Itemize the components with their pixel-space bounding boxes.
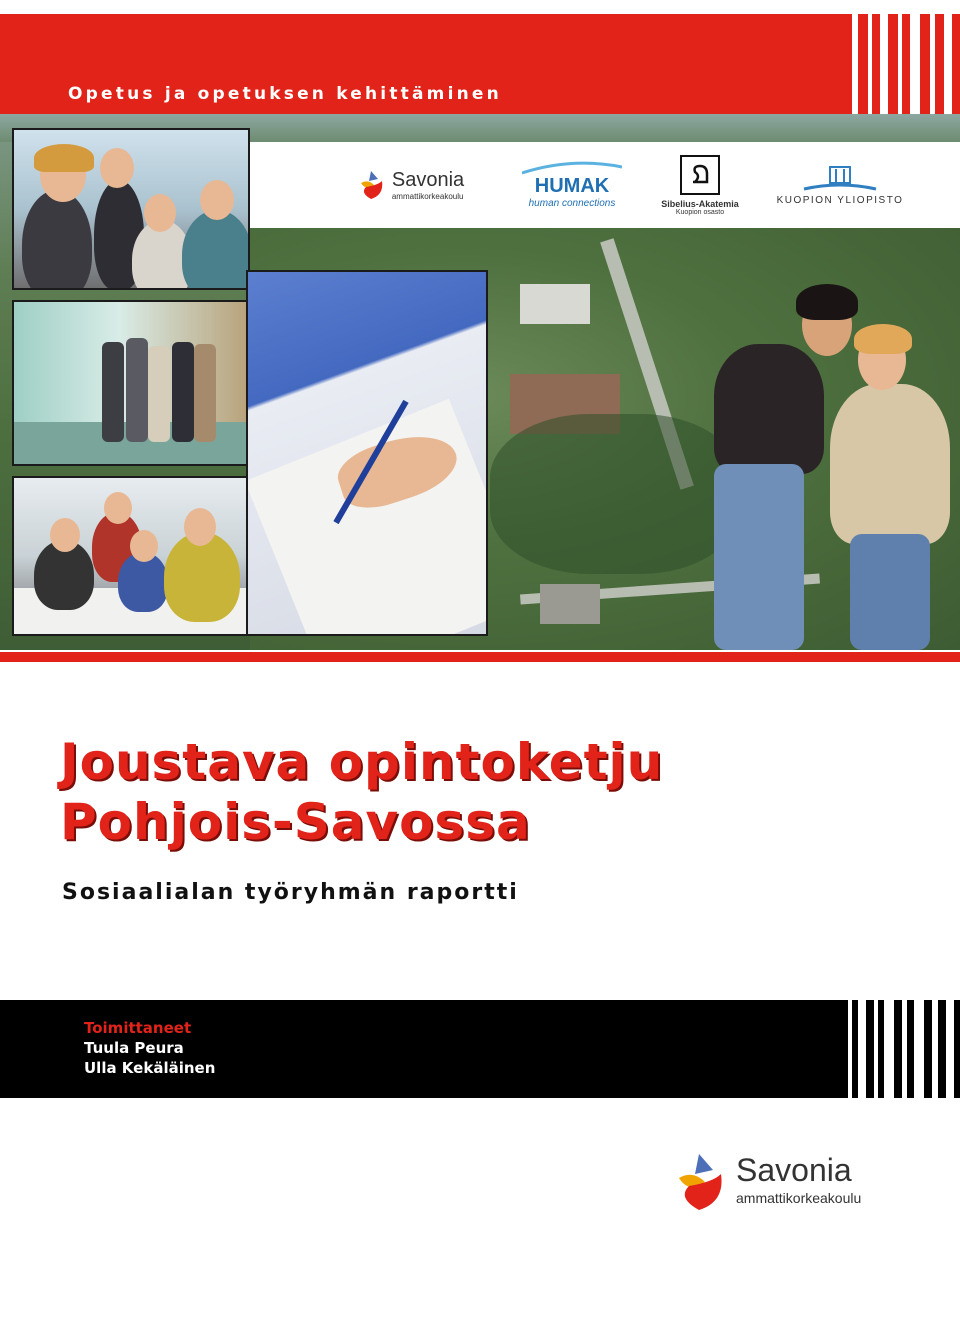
partner-sub: Kuopion osasto [675,208,725,216]
partner-logo-kuopion-yliopisto [770,142,910,228]
partner-name: Savonia [391,169,465,191]
photo-group-study [12,476,250,636]
partner-sub: ammattikorkeakoulu [391,192,464,201]
kuopion-yliopisto-logo-icon [800,165,880,195]
partner-sub: human connections [528,198,616,209]
decorative-stripe [930,14,935,114]
editor-name: Tuula Peura [84,1039,184,1057]
title-line-2: Pohjois-Savossa [60,793,531,851]
aerial-building [520,284,590,324]
divider-red-line [0,652,960,662]
savonia-logo-icon [356,169,386,201]
series-title: Opetus ja opetuksen kehittäminen [68,84,502,104]
decorative-stripe [852,14,858,114]
decorative-stripe [944,14,952,114]
title-line-1: Joustava opintoketju [60,733,664,791]
decorative-stripe [902,1000,907,1098]
series-band [0,14,960,114]
partner-name: HUMAK [534,175,610,197]
editor-name: Ulla Kekäläinen [84,1059,216,1077]
decorative-stripe [914,1000,924,1098]
decorative-stripe [898,14,902,114]
cover-photo-collage [0,114,960,650]
editors-block [84,1018,215,1078]
report-title [60,732,663,852]
partner-logo-savonia [340,142,480,228]
publisher-logo [668,1150,898,1220]
decorative-stripe [884,1000,894,1098]
photo-hand-writing [246,270,488,636]
decorative-stripe [874,1000,878,1098]
humak-logo-icon [522,161,622,175]
photo-two-students [700,274,960,650]
decorative-stripe [848,1000,852,1098]
publisher-sub: ammattikorkeakoulu [736,1190,862,1206]
decorative-stripe [880,14,888,114]
report-subtitle: Sosiaalialan työryhmän raportti [62,880,519,905]
decorative-stripe [932,1000,938,1098]
decorative-stripe [858,1000,866,1098]
partner-logo-humak [512,142,632,228]
editors-band [0,1000,960,1098]
partner-logo-strip [250,142,960,228]
partner-logo-sibelius [650,142,750,228]
photo-students-outdoors [12,128,250,290]
decorative-stripe [868,14,872,114]
editors-label: Toimittaneet [84,1019,192,1037]
partner-name: Sibelius-Akatemia [661,198,739,209]
sibelius-akatemia-logo-icon [680,155,720,195]
decorative-stripe [946,1000,954,1098]
savonia-logo-icon [668,1150,730,1214]
aerial-building [540,584,600,624]
photo-corridor [12,300,250,466]
partner-name: KUOPION YLIOPISTO [776,194,904,206]
publisher-name: Savonia [736,1152,852,1188]
decorative-stripe [910,14,920,114]
